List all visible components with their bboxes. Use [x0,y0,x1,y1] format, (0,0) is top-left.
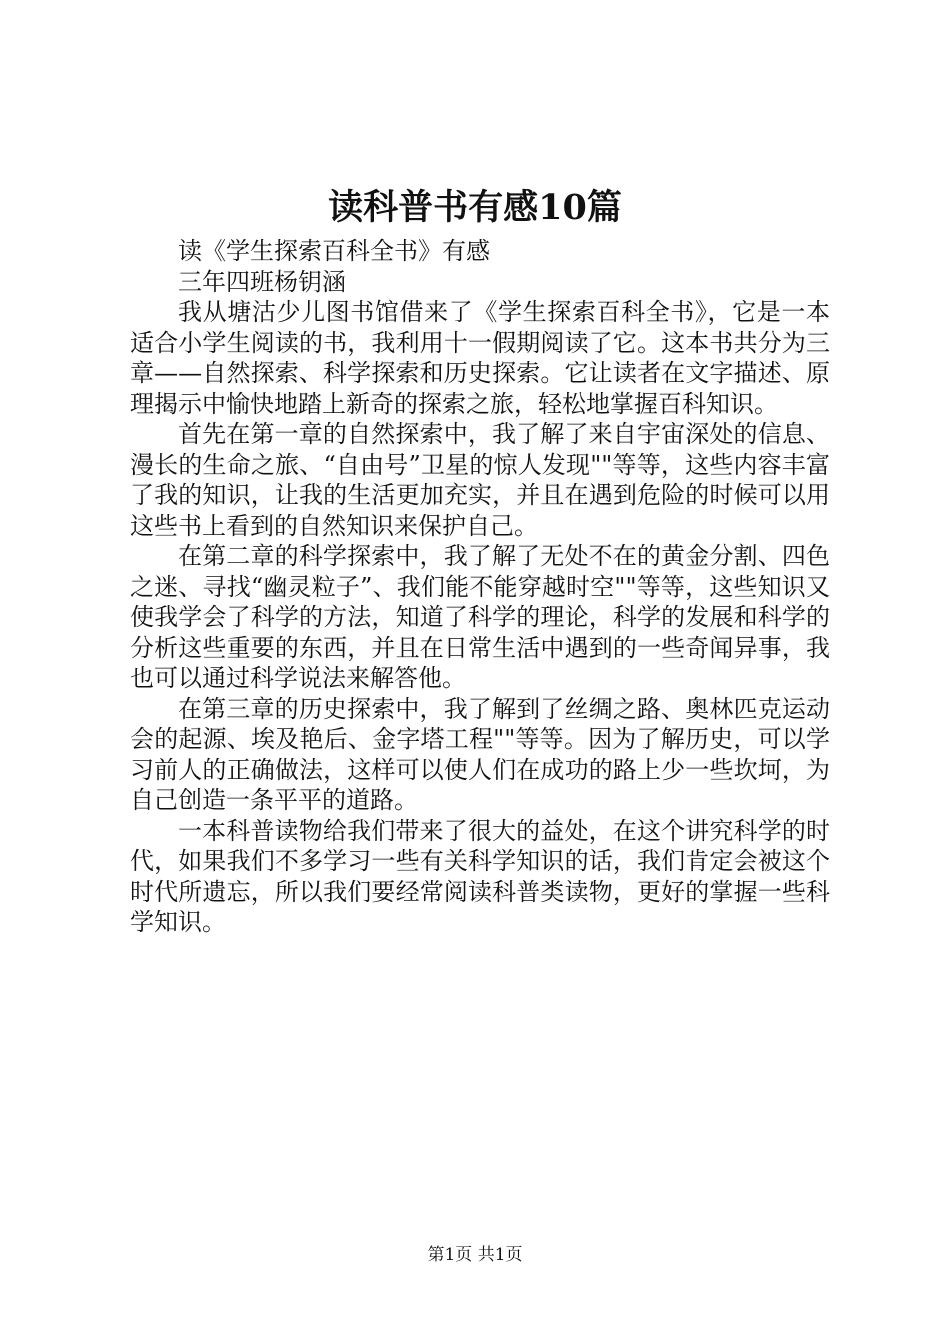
page-title: 读科普书有感10篇 [328,187,622,228]
page-footer: 第1页 共1页 [427,1245,523,1265]
paragraph-chapter-one: 首先在第一章的自然探索中，我了解了来自宇宙深处的信息、漫长的生命之旅、“自由号”卫星的惊人发现""等等，这些内容丰富了我的知识，让我的生活更加充实，并且在遇到危险的时候可以用这些书上看到的自然知识来保护自己。 [130,420,830,540]
paragraph-intro: 我从塘沽少儿图书馆借来了《学生探索百科全书》，它是一本适合小学生阅读的书，我利用十一假期阅读了它。这本书共分为三章——自然探索、科学探索和历史探索。它让读者在文字描述、原理揭示中愉快地踏上新奇的探索之旅，轻松地掌握百科知识。 [130,298,830,418]
document-body [130,236,830,938]
paragraph-conclusion: 一本科普读物给我们带来了很大的益处，在这个讲究科学的时代，如果我们不多学习一些有关科学知识的话，我们肯定会被这个时代所遗忘，所以我们要经常阅读科普类读物，更好的掌握一些科学知识。 [130,816,830,936]
paragraph-chapter-three: 在第三章的历史探索中，我了解到了丝绸之路、奥林匹克运动会的起源、埃及艳后、金字塔工程""等等。因为了解历史，可以学习前人的正确做法，这样可以使人们在成功的路上少一些坎坷，为自己创造一条平平的道路。 [130,694,830,814]
author-line: 三年四班杨钥涵 [178,267,346,296]
paragraph-chapter-two: 在第二章的科学探索中，我了解了无处不在的黄金分割、四色之迷、寻找“幽灵粒子”、我们能不能穿越时空""等等，这些知识又使我学会了科学的方法，知道了科学的理论，科学的发展和科学的分析这些重要的东西，并且在日常生活中遇到的一些奇闻异事，我也可以通过科学说法来解答他。 [130,542,830,692]
subtitle: 读《学生探索百科全书》有感 [178,237,490,265]
